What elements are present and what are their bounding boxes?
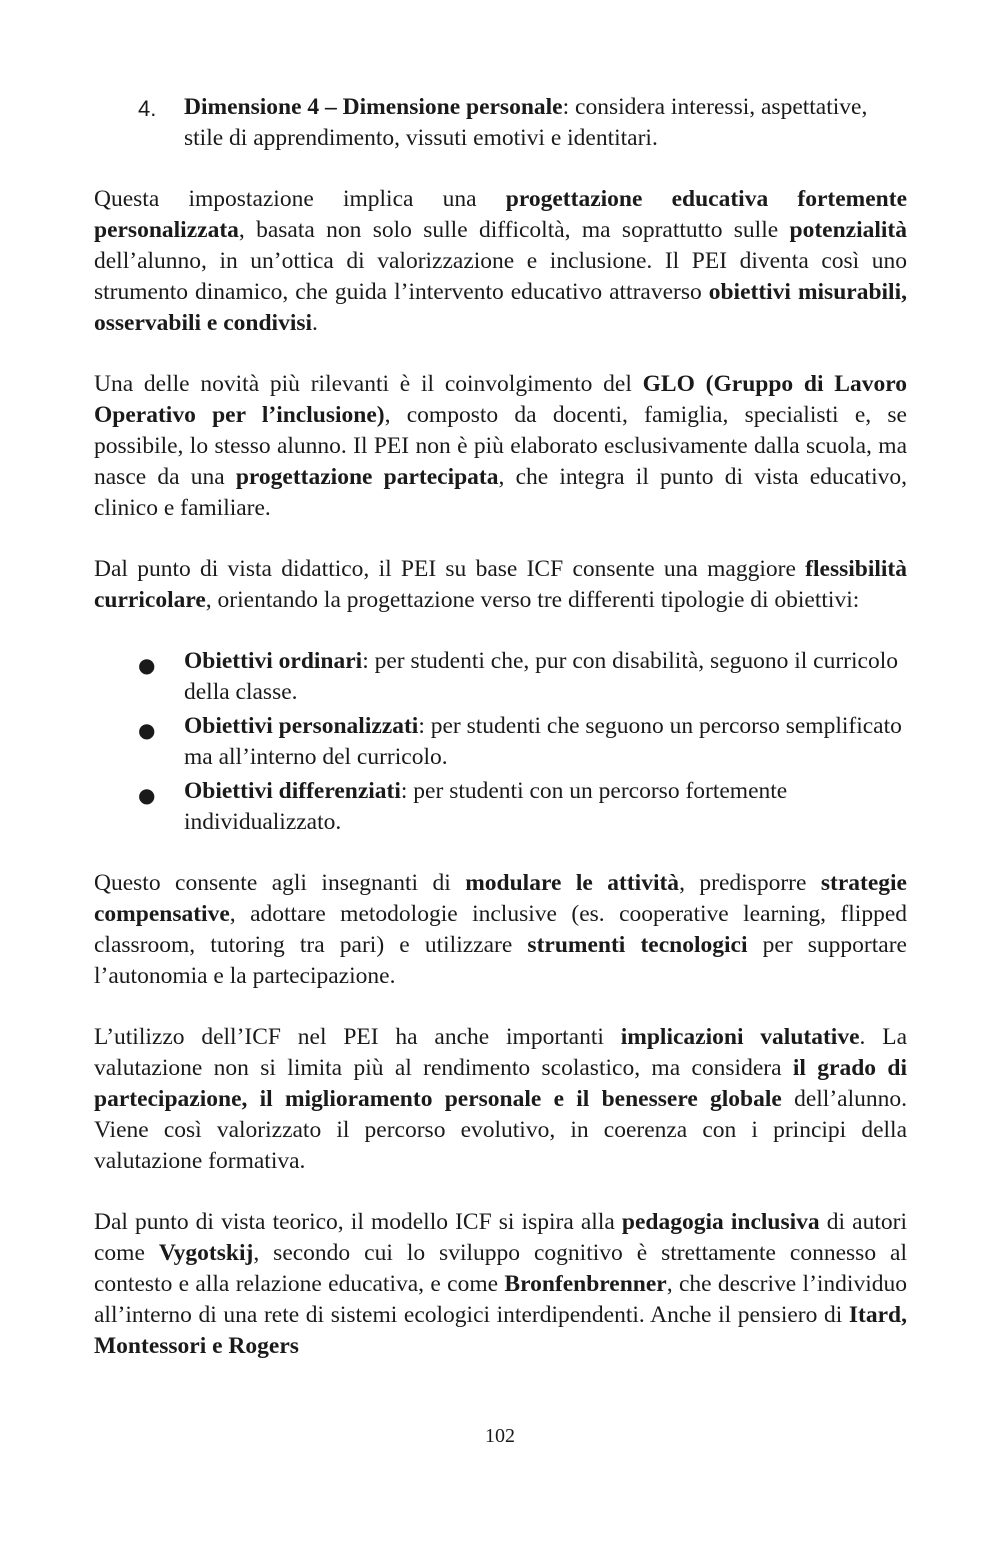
bold-run: il grado di partecipazione, il miglioramento personale e il benessere globale — [94, 1055, 907, 1112]
list-item — [94, 711, 907, 773]
paragraph-4 — [94, 868, 907, 992]
bullet-icon: ● — [138, 653, 156, 677]
bold-run: Obiettivi ordinari — [184, 648, 363, 674]
text-run: . — [312, 310, 318, 336]
bold-run: pedagogia inclusiva — [621, 1209, 820, 1235]
paragraph-1 — [94, 184, 907, 339]
list-item — [94, 776, 907, 838]
bold-run: progettazione educativa fortemente personalizzata — [94, 186, 907, 243]
bullet-icon: ● — [138, 718, 156, 742]
text-run: Questo consente agli insegnanti di — [94, 870, 466, 896]
bold-run: GLO (Gruppo di Lavoro Operativo per l’inclusione) — [94, 371, 907, 428]
text-run: Una delle novità più rilevanti è il coinvolgimento del — [94, 371, 643, 397]
text-run: , composto da docenti, famiglia, specialisti e, se possibile, lo stesso alunno. Il PEI non è più elaborato esclusivamente dalla scuola, ma nasce da una — [94, 402, 907, 490]
list-number: 4. — [138, 96, 157, 121]
bold-run: modulare le attività — [465, 870, 680, 896]
bold-run: strumenti tecnologici — [527, 932, 748, 958]
bullet-icon: ● — [138, 783, 156, 807]
text-run: , secondo cui lo sviluppo cognitivo è strettamente connesso al contesto e alla relazione educativa, e come — [94, 1240, 907, 1297]
text-run: , predisporre — [679, 870, 821, 896]
text-run: di autori come — [94, 1209, 907, 1266]
numbered-list-item — [94, 92, 907, 154]
text-run: Dal punto di vista teorico, il modello ICF si ispira alla — [94, 1209, 622, 1235]
text-run: : per studenti che, pur con disabilità, seguono il curricolo della classe. — [184, 648, 898, 705]
text-run: , basata non solo sulle difficoltà, ma soprattutto sulle — [238, 217, 790, 243]
paragraph-6 — [94, 1207, 907, 1362]
text-run: : per studenti con un percorso fortemente individualizzato. — [184, 778, 788, 835]
text-run: L’utilizzo dell’ICF nel PEI ha anche importanti — [94, 1024, 621, 1050]
objectives-list — [94, 646, 907, 838]
page-body — [94, 92, 907, 1392]
text-run: . La valutazione non si limita più al rendimento scolastico, ma considera — [94, 1024, 908, 1081]
paragraph-5 — [94, 1022, 907, 1177]
bold-run: Obiettivi personalizzati — [184, 713, 419, 739]
bold-run: implicazioni valutative — [620, 1024, 860, 1050]
page-number: 102 — [485, 1425, 515, 1447]
text-run: dell’alunno, in un’ottica di valorizzazione e inclusione. Il PEI diventa così uno strumento dinamico, che guida l’intervento educativo attraverso — [94, 248, 907, 305]
list-item — [94, 646, 907, 708]
text-run: , orientando la progettazione verso tre differenti tipologie di obiettivi: — [205, 587, 860, 613]
bold-run: Bronfenbrenner — [504, 1271, 667, 1297]
text-run: : per studenti che seguono un percorso semplificato ma all’interno del curricolo. — [184, 713, 902, 770]
text-run: , adottare metodologie inclusive (es. cooperative learning, flipped classroom, tutoring tra pari) e utilizzare — [94, 901, 907, 958]
bold-run: flessibilità curricolare — [94, 556, 907, 613]
text-run: , che integra il punto di vista educativo, clinico e familiare. — [94, 464, 907, 521]
text-run: Questa impostazione implica una — [94, 186, 506, 212]
text-run: per supportare l’autonomia e la partecipazione. — [94, 932, 907, 989]
paragraph-2 — [94, 369, 907, 524]
bold-run: strategie compensative — [94, 870, 907, 927]
bold-run: potenzialità — [789, 217, 907, 243]
bold-run: Itard, Montessori e Rogers — [94, 1302, 907, 1359]
bold-run: Vygotskij — [158, 1240, 254, 1266]
bold-run: obiettivi misurabili, osservabili e condivisi — [94, 279, 907, 336]
bold-run: progettazione partecipata — [235, 464, 499, 490]
text-run: Dal punto di vista didattico, il PEI su base ICF consente una maggiore — [94, 556, 806, 582]
bold-run: Obiettivi differenziati — [184, 778, 401, 804]
text-run: , che descrive l’individuo all’interno di una rete di sistemi ecologici interdipendenti. Anche il pensiero di — [94, 1271, 907, 1328]
text-run: dell’alunno. Viene così valorizzato il percorso evolutivo, in coerenza con i principi della valutazione formativa. — [94, 1086, 907, 1174]
item-text: : considera interessi, aspettative, stile di apprendimento, vissuti emotivi e identitari. — [184, 94, 868, 151]
item-heading: Dimensione 4 – Dimensione personale — [184, 94, 563, 120]
paragraph-3 — [94, 554, 907, 616]
